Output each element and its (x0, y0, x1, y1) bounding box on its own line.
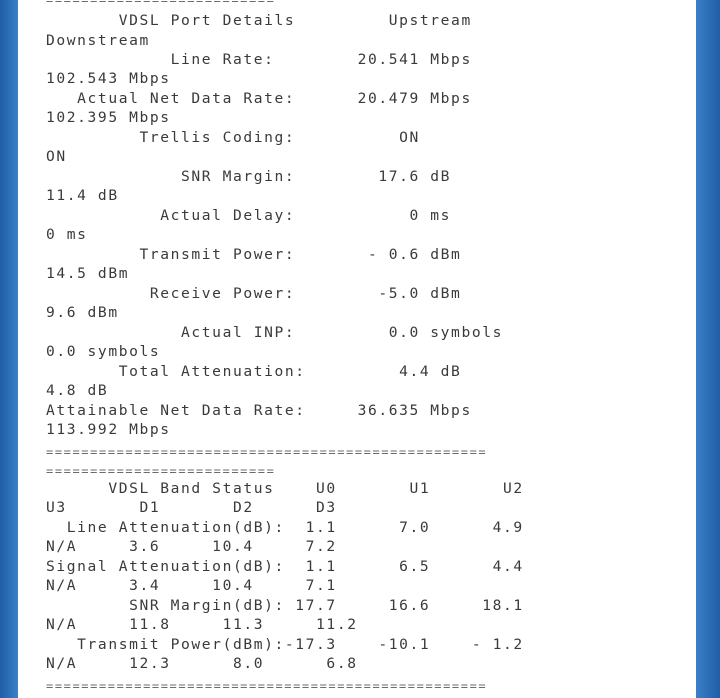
actual-delay-downstream: 0 ms (46, 226, 88, 243)
window-right-border (696, 0, 720, 698)
separator-rule-mid: ================================================== (46, 445, 488, 459)
band-status-header-cont: U3 D1 D2 D3 (46, 499, 337, 516)
total-attenuation-downstream: 4.8 dB (46, 382, 109, 399)
actual-inp-row: Actual INP: 0.0 symbols (46, 324, 503, 341)
band-status-header: VDSL Band Status U0 U1 U2 (46, 480, 524, 497)
attainable-rate-downstream: 113.992 Mbps (46, 421, 171, 438)
line-attenuation-row: Line Attenuation(dB): 1.1 7.0 4.9 (46, 519, 524, 536)
signal-attenuation-cont: N/A 3.4 10.4 7.1 (46, 577, 337, 594)
receive-power-row: Receive Power: -5.0 dBm (46, 285, 462, 302)
snr-margin-downstream: 11.4 dB (46, 187, 119, 204)
band-transmit-power-cont: N/A 12.3 8.0 6.8 (46, 655, 358, 672)
net-data-rate-downstream: 102.395 Mbps (46, 109, 171, 126)
separator-rule-top: ========================== (46, 0, 276, 7)
band-snr-margin-row: SNR Margin(dB): 17.7 16.6 18.1 (46, 597, 524, 614)
net-data-rate-row: Actual Net Data Rate: 20.479 Mbps (46, 90, 472, 107)
band-snr-margin-cont: N/A 11.8 11.3 11.2 (46, 616, 358, 633)
band-transmit-power-row: Transmit Power(dBm):-17.3 -10.1 - 1.2 (46, 636, 524, 653)
line-attenuation-cont: N/A 3.6 10.4 7.2 (46, 538, 337, 555)
transmit-power-downstream: 14.5 dBm (46, 265, 130, 282)
terminal-output (18, 0, 696, 698)
attainable-rate-row: Attainable Net Data Rate: 36.635 Mbps (46, 402, 472, 419)
line-rate-downstream: 102.543 Mbps (46, 70, 171, 87)
line-rate-row: Line Rate: 20.541 Mbps (46, 51, 472, 68)
separator-rule-band: ========================== (46, 464, 276, 478)
transmit-power-row: Transmit Power: - 0.6 dBm (46, 246, 462, 263)
snr-margin-row: SNR Margin: 17.6 dB (46, 168, 452, 185)
trellis-coding-row: Trellis Coding: ON (46, 129, 420, 146)
window-left-border (0, 0, 18, 698)
separator-rule-bottom: ================================================== (46, 679, 488, 693)
total-attenuation-row: Total Attenuation: 4.4 dB (46, 363, 462, 380)
signal-attenuation-row: Signal Attenuation(dB): 1.1 6.5 4.4 (46, 558, 524, 575)
downstream-header: Downstream (46, 32, 150, 49)
port-details-header: VDSL Port Details Upstream (46, 12, 472, 29)
actual-inp-downstream: 0.0 symbols (46, 343, 161, 360)
trellis-coding-downstream: ON (46, 148, 67, 165)
actual-delay-row: Actual Delay: 0 ms (46, 207, 452, 224)
receive-power-downstream: 9.6 dBm (46, 304, 119, 321)
